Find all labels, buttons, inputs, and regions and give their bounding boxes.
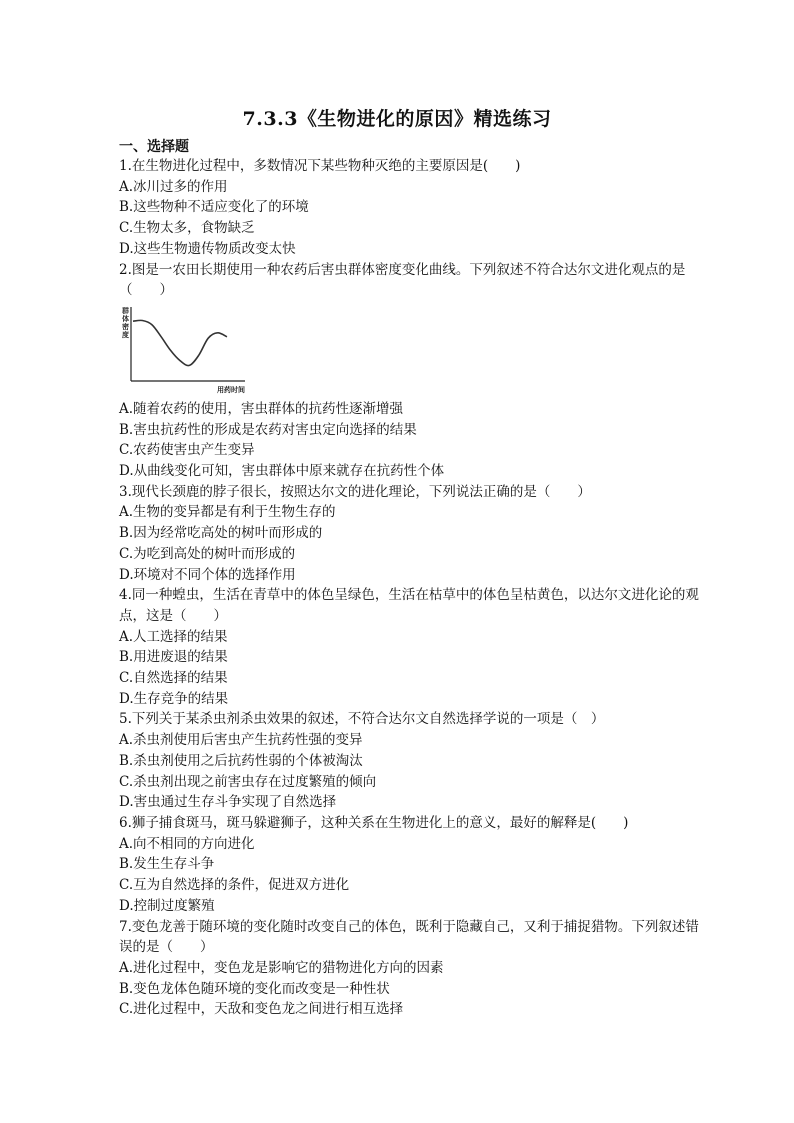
question-4 — [119, 585, 704, 709]
question-stem: 5.下列关于某杀虫剂杀虫效果的叙述，不符合达尔文自然选择学说的一项是（ ） — [119, 711, 605, 728]
question-stem: 2.图是一农田长期使用一种农药后害虫群体密度变化曲线。下列叙述不符合达尔文进化观点的是（ ） — [119, 261, 686, 299]
section-heading: 一、选择题 — [119, 139, 189, 155]
option-d: D.控制过度繁殖 — [119, 897, 215, 914]
option-d: D.从曲线变化可知，害虫群体中原来就存在抗药性个体 — [119, 463, 445, 480]
option-d: D.环境对不同个体的选择作用 — [119, 566, 296, 583]
question-2 — [119, 260, 704, 482]
option-c: C.农药使害虫产生变异 — [119, 442, 255, 459]
option-a: A.生物的变异都是有利于生物生存的 — [119, 504, 336, 521]
option-c: C.自然选择的结果 — [119, 670, 228, 687]
option-a: A.向不相同的方向进化 — [119, 835, 255, 852]
option-a: A.人工选择的结果 — [119, 628, 228, 645]
question-stem: 7.变色龙善于随环境的变化随时改变自己的体色，既利于隐藏自己，又利于捕捉猎物。下列叙述错误的是（ ） — [119, 918, 699, 956]
question-3 — [119, 482, 704, 586]
option-b: B.杀虫剂使用之后抗药性弱的个体被淘汰 — [119, 752, 363, 769]
option-b: B.发生生存斗争 — [119, 856, 215, 873]
option-c: C.互为自然选择的条件，促进双方进化 — [119, 877, 350, 894]
question-6 — [119, 813, 704, 917]
y-axis-label-char: 度 — [122, 329, 129, 339]
option-c: C.进化过程中，天敌和变色龙之间进行相互选择 — [119, 1001, 404, 1018]
y-axis-label — [122, 306, 129, 339]
option-b: B.变色龙体色随环境的变化而改变是一种性状 — [119, 980, 390, 997]
page-title: 7.3.3《生物进化的原因》精选练习 — [242, 108, 552, 130]
question-stem: 3.现代长颈鹿的脖子很长，按照达尔文的进化理论，下列说法正确的是（ ） — [119, 483, 591, 500]
option-c: C.杀虫剂出现之前害虫存在过度繁殖的倾向 — [119, 773, 377, 790]
question-stem: 6.狮子捕食斑马，斑马躲避狮子，这种关系在生物进化上的意义，最好的解释是( ) — [119, 814, 629, 831]
option-d: D.生存竞争的结果 — [119, 690, 229, 707]
option-c: C.生物太多，食物缺乏 — [119, 220, 255, 237]
option-c: C.为吃到高处的树叶而形成的 — [119, 545, 296, 562]
option-d: D.这些生物遗传物质改变太快 — [119, 240, 296, 257]
density-curve-line — [133, 320, 227, 365]
y-axis-label-char: 群 — [122, 305, 129, 315]
y-axis-label-char: 密 — [122, 321, 129, 331]
option-b: B.害虫抗药性的形成是农药对害虫定向选择的结果 — [119, 421, 417, 438]
option-d: D.害虫通过生存斗争实现了自然选择 — [119, 794, 337, 811]
density-curve-figure — [121, 303, 247, 395]
question-5 — [119, 709, 704, 813]
content — [119, 138, 704, 1020]
option-a: A.进化过程中，变色龙是影响它的猎物进化方向的因素 — [119, 959, 444, 976]
option-a: A.冰川过多的作用 — [119, 178, 228, 195]
option-b: B.这些物种不适应变化了的环境 — [119, 199, 309, 216]
density-curve-chart — [121, 303, 247, 395]
option-a: A.杀虫剂使用后害虫产生抗药性强的变异 — [119, 732, 363, 749]
question-7 — [119, 917, 704, 1021]
option-b: B.用进废退的结果 — [119, 649, 228, 666]
option-a: A.随着农药的使用，害虫群体的抗药性逐渐增强 — [119, 400, 404, 417]
question-1 — [119, 156, 704, 260]
y-axis-label-char: 体 — [122, 313, 129, 323]
question-stem: 4.同一种蝗虫，生活在青草中的体色呈绿色，生活在枯草中的体色呈枯黄色，以达尔文进化论的观点，这是（ ） — [119, 587, 699, 624]
x-axis-label: 用药时间 — [217, 384, 245, 394]
option-b: B.因为经常吃高处的树叶而形成的 — [119, 525, 323, 542]
question-stem: 1.在生物进化过程中，多数情况下某些物种灭绝的主要原因是( ) — [119, 158, 521, 174]
